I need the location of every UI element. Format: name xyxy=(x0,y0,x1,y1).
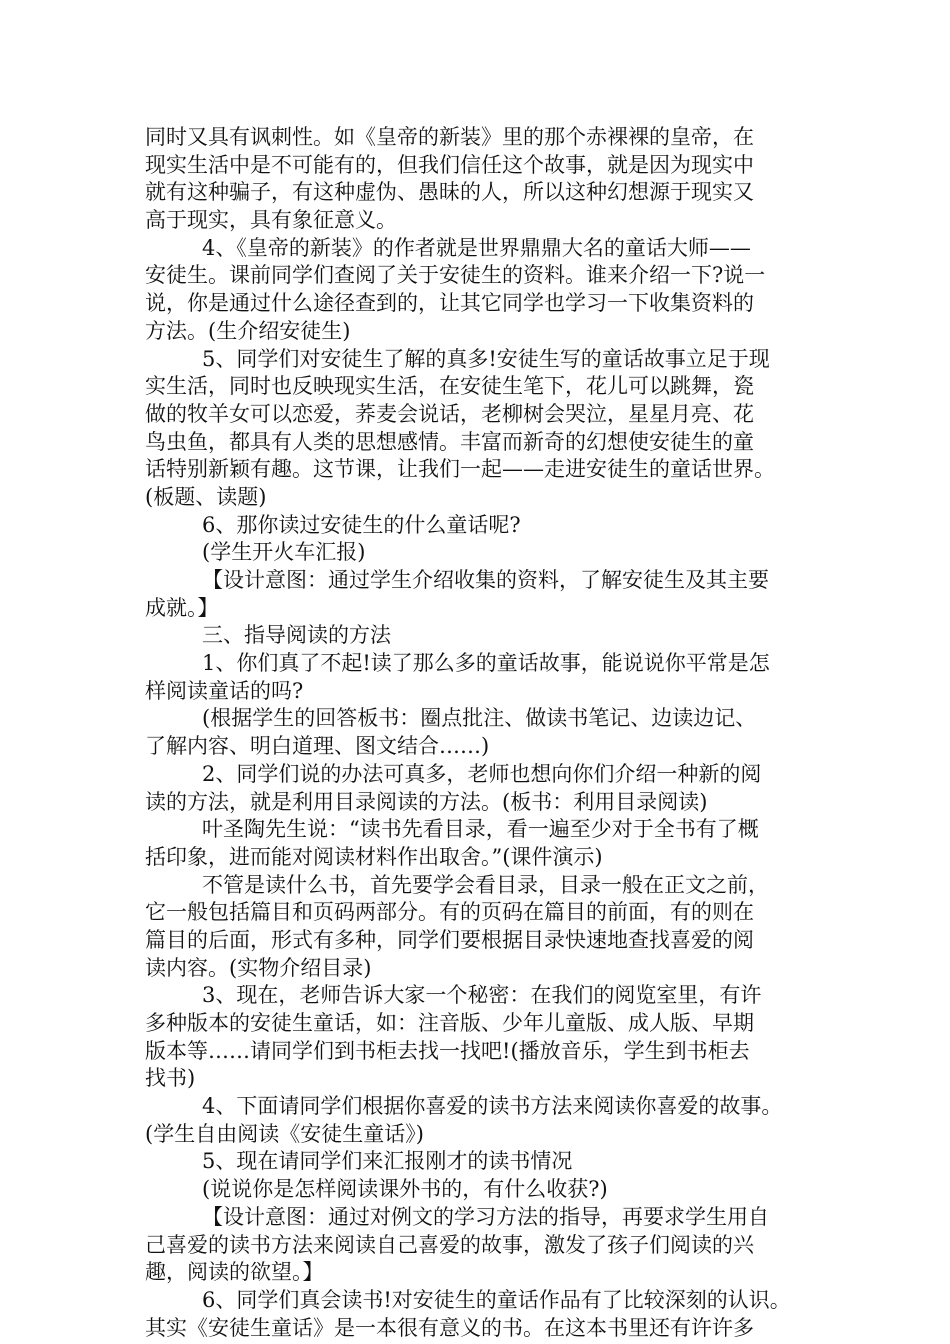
text-line: 高于现实，具有象征意义。 xyxy=(145,208,397,233)
text-line: 6、同学们真会读书!对安徒生的童话作品有了比较深刻的认识。 xyxy=(202,1287,791,1312)
text-line: 篇目的后面，形式有多种，同学们要根据目录快速地查找喜爱的阅 xyxy=(145,927,754,952)
text-line: 了解内容、明白道理、图文结合……) xyxy=(145,734,490,759)
text-line: 5、同学们对安徒生了解的真多!安徒生写的童话故事立足于现 xyxy=(202,346,770,371)
text-line: 读内容。(实物介绍目录) xyxy=(145,955,372,980)
text-line: 版本等……请同学们到书柜去找一找吧!(播放音乐，学生到书柜去 xyxy=(145,1038,750,1063)
text-line: 1、你们真了不起!读了那么多的童话故事，能说说你平常是怎 xyxy=(202,651,770,676)
text-line: 己喜爱的读书方法来阅读自己喜爱的故事，激发了孩子们阅读的兴 xyxy=(145,1232,754,1257)
text-line: 找书) xyxy=(145,1066,196,1091)
text-line: 三、指导阅读的方法 xyxy=(202,623,391,648)
text-line: 做的牧羊女可以恋爱，荞麦会说话，老柳树会哭泣，星星月亮、花 xyxy=(145,401,754,426)
text-line: 其实《安徒生童话》是一本很有意义的书。在这本书里还有许许多 xyxy=(145,1315,754,1340)
text-line: 就有这种骗子，有这种虚伪、愚昧的人，所以这种幻想源于现实又 xyxy=(145,180,754,205)
text-line: 4、《皇帝的新装》的作者就是世界鼎鼎大名的童话大师—— xyxy=(202,235,751,260)
text-line: 3、现在，老师告诉大家一个秘密：在我们的阅览室里，有许 xyxy=(202,983,762,1008)
text-line: 不管是读什么书，首先要学会看目录，目录一般在正文之前， xyxy=(202,872,769,897)
text-line: (学生自由阅读《安徒生童话》) xyxy=(145,1121,424,1146)
text-line: 方法。(生介绍安徒生) xyxy=(145,318,351,343)
text-line: 【设计意图：通过对例文的学习方法的指导，再要求学生用自 xyxy=(202,1204,769,1229)
text-line: 多种版本的安徒生童话，如：注音版、少年儿童版、成人版、早期 xyxy=(145,1011,754,1035)
text-line: 鸟虫鱼，都具有人类的思想感情。丰富而新奇的幻想使安徒生的童 xyxy=(145,429,754,454)
text-line: 读的方法，就是利用目录阅读的方法。(板书：利用目录阅读) xyxy=(145,789,708,814)
text-line: (说说你是怎样阅读课外书的，有什么收获?) xyxy=(202,1177,608,1202)
text-line: 它一般包括篇目和页码两部分。有的页码在篇目的前面，有的则在 xyxy=(145,900,754,925)
text-line: 5、现在请同学们来汇报刚才的读书情况 xyxy=(202,1149,573,1174)
text-line: 6、那你读过安徒生的什么童话呢? xyxy=(202,512,521,537)
text-line: 说，你是通过什么途径查到的，让其它同学也学习一下收集资料的 xyxy=(145,291,754,316)
text-line: 括印象，进而能对阅读材料作出取舍。”(课件演示) xyxy=(145,844,603,869)
text-line: (板题、读题) xyxy=(145,484,267,509)
text-line: 趣，阅读的欲望。】 xyxy=(145,1260,324,1285)
text-line: 样阅读童话的吗? xyxy=(145,678,304,703)
text-line: 实生活，同时也反映现实生活，在安徒生笔下，花儿可以跳舞，瓷 xyxy=(145,374,754,399)
text-line: 成就。】 xyxy=(145,595,219,620)
text-line: 2、同学们说的办法可真多，老师也想向你们介绍一种新的阅 xyxy=(202,761,762,786)
document-body xyxy=(145,124,825,1342)
text-line: 话特别新颖有趣。这节课，让我们一起——走进安徒生的童话世界。 xyxy=(145,457,775,482)
text-line: 【设计意图：通过学生介绍收集的资料，了解安徒生及其主要 xyxy=(202,568,769,592)
text-line: 安徒生。课前同学们查阅了关于安徒生的资料。谁来介绍一下?说一 xyxy=(145,263,766,288)
text-line: 同时又具有讽刺性。如《皇帝的新装》里的那个赤裸裸的皇帝，在 xyxy=(145,125,754,149)
text-line: 叶圣陶先生说：“读书先看目录，看一遍至少对于全书有了概 xyxy=(202,817,759,842)
text-line: (学生开火车汇报) xyxy=(202,540,366,565)
text-line: 现实生活中是不可能有的，但我们信任这个故事，就是因为现实中 xyxy=(145,152,754,177)
text-line: (根据学生的回答板书：圈点批注、做读书笔记、边读边记、 xyxy=(202,706,757,731)
text-line: 4、下面请同学们根据你喜爱的读书方法来阅读你喜爱的故事。 xyxy=(202,1094,783,1119)
